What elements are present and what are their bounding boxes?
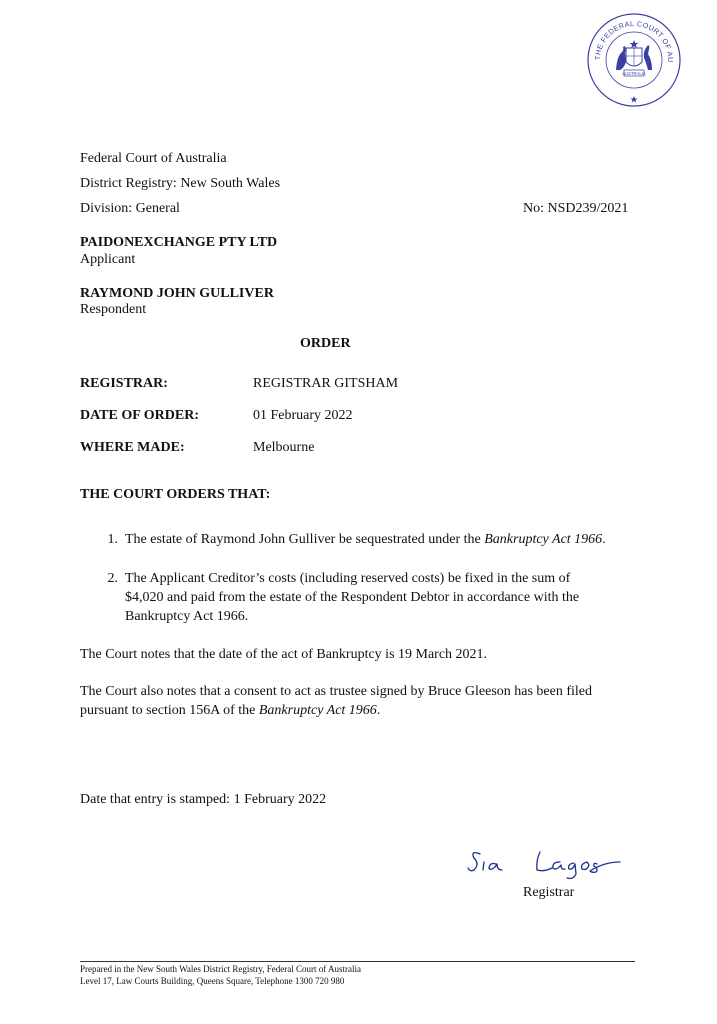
court-name: Federal Court of Australia — [80, 151, 227, 166]
registrar-signature — [466, 838, 626, 888]
order-text-line: $4,020 and paid from the estate of the Respondent Debtor in accordance with the — [125, 590, 580, 605]
order-text — [125, 530, 635, 549]
order-text-line: Bankruptcy Act 1966. — [125, 609, 249, 624]
note-trustee-consent — [80, 682, 640, 720]
note-text-pre: pursuant to section 156A of the — [80, 703, 259, 718]
registrar-label: REGISTRAR: — [80, 376, 168, 391]
note-text-line — [80, 701, 640, 720]
division-name: Division: General — [80, 201, 180, 216]
case-number: No: NSD239/2021 — [523, 201, 629, 216]
order-number: 2. — [107, 571, 118, 586]
note-bankruptcy-date: The Court notes that the date of the act of Bankruptcy is 19 March 2021. — [80, 647, 488, 662]
court-seal-icon — [586, 12, 682, 108]
registry-name: District Registry: New South Wales — [80, 176, 281, 191]
order-text-main: The estate of Raymond John Gulliver be sequestrated under the — [125, 532, 485, 547]
applicant-name: PAIDONEXCHANGE PTY LTD — [80, 235, 278, 250]
note-text-end: . — [376, 703, 381, 718]
respondent-role: Respondent — [80, 302, 147, 317]
footer-line-2: Level 17, Law Courts Building, Queens Square, Telephone 1300 720 980 — [80, 976, 345, 986]
registrar-value: REGISTRAR GITSHAM — [253, 376, 399, 391]
respondent-name: RAYMOND JOHN GULLIVER — [80, 286, 274, 301]
orders-heading: THE COURT ORDERS THAT: — [80, 487, 271, 502]
entry-stamp-date: Date that entry is stamped: 1 February 2022 — [80, 792, 327, 807]
where-made-value: Melbourne — [253, 440, 315, 455]
order-text — [125, 569, 635, 626]
order-number: 1. — [107, 532, 118, 547]
page-title: ORDER — [300, 336, 351, 351]
order-text-end: . — [602, 532, 606, 547]
where-made-label: WHERE MADE: — [80, 440, 185, 455]
registrar-role: Registrar — [523, 885, 575, 900]
note-text-line: The Court also notes that a consent to act as trustee signed by Bruce Gleeson has been filed — [80, 684, 593, 699]
footer-line-1: Prepared in the New South Wales District Registry, Federal Court of Australia — [80, 964, 361, 974]
footer-divider — [80, 961, 635, 962]
order-text-line: The Applicant Creditor’s costs (including reserved costs) be fixed in the sum of — [125, 571, 571, 586]
act-title: Bankruptcy Act 1966 — [484, 532, 603, 547]
applicant-role: Applicant — [80, 252, 136, 267]
order-date-label: DATE OF ORDER: — [80, 408, 199, 423]
order-date-value: 01 February 2022 — [253, 408, 353, 423]
seal-banner-text: AUSTRALIA — [622, 70, 646, 76]
seal-ring-text: THE FEDERAL COURT OF AU — [592, 18, 676, 63]
act-title: Bankruptcy Act 1966 — [258, 703, 377, 718]
